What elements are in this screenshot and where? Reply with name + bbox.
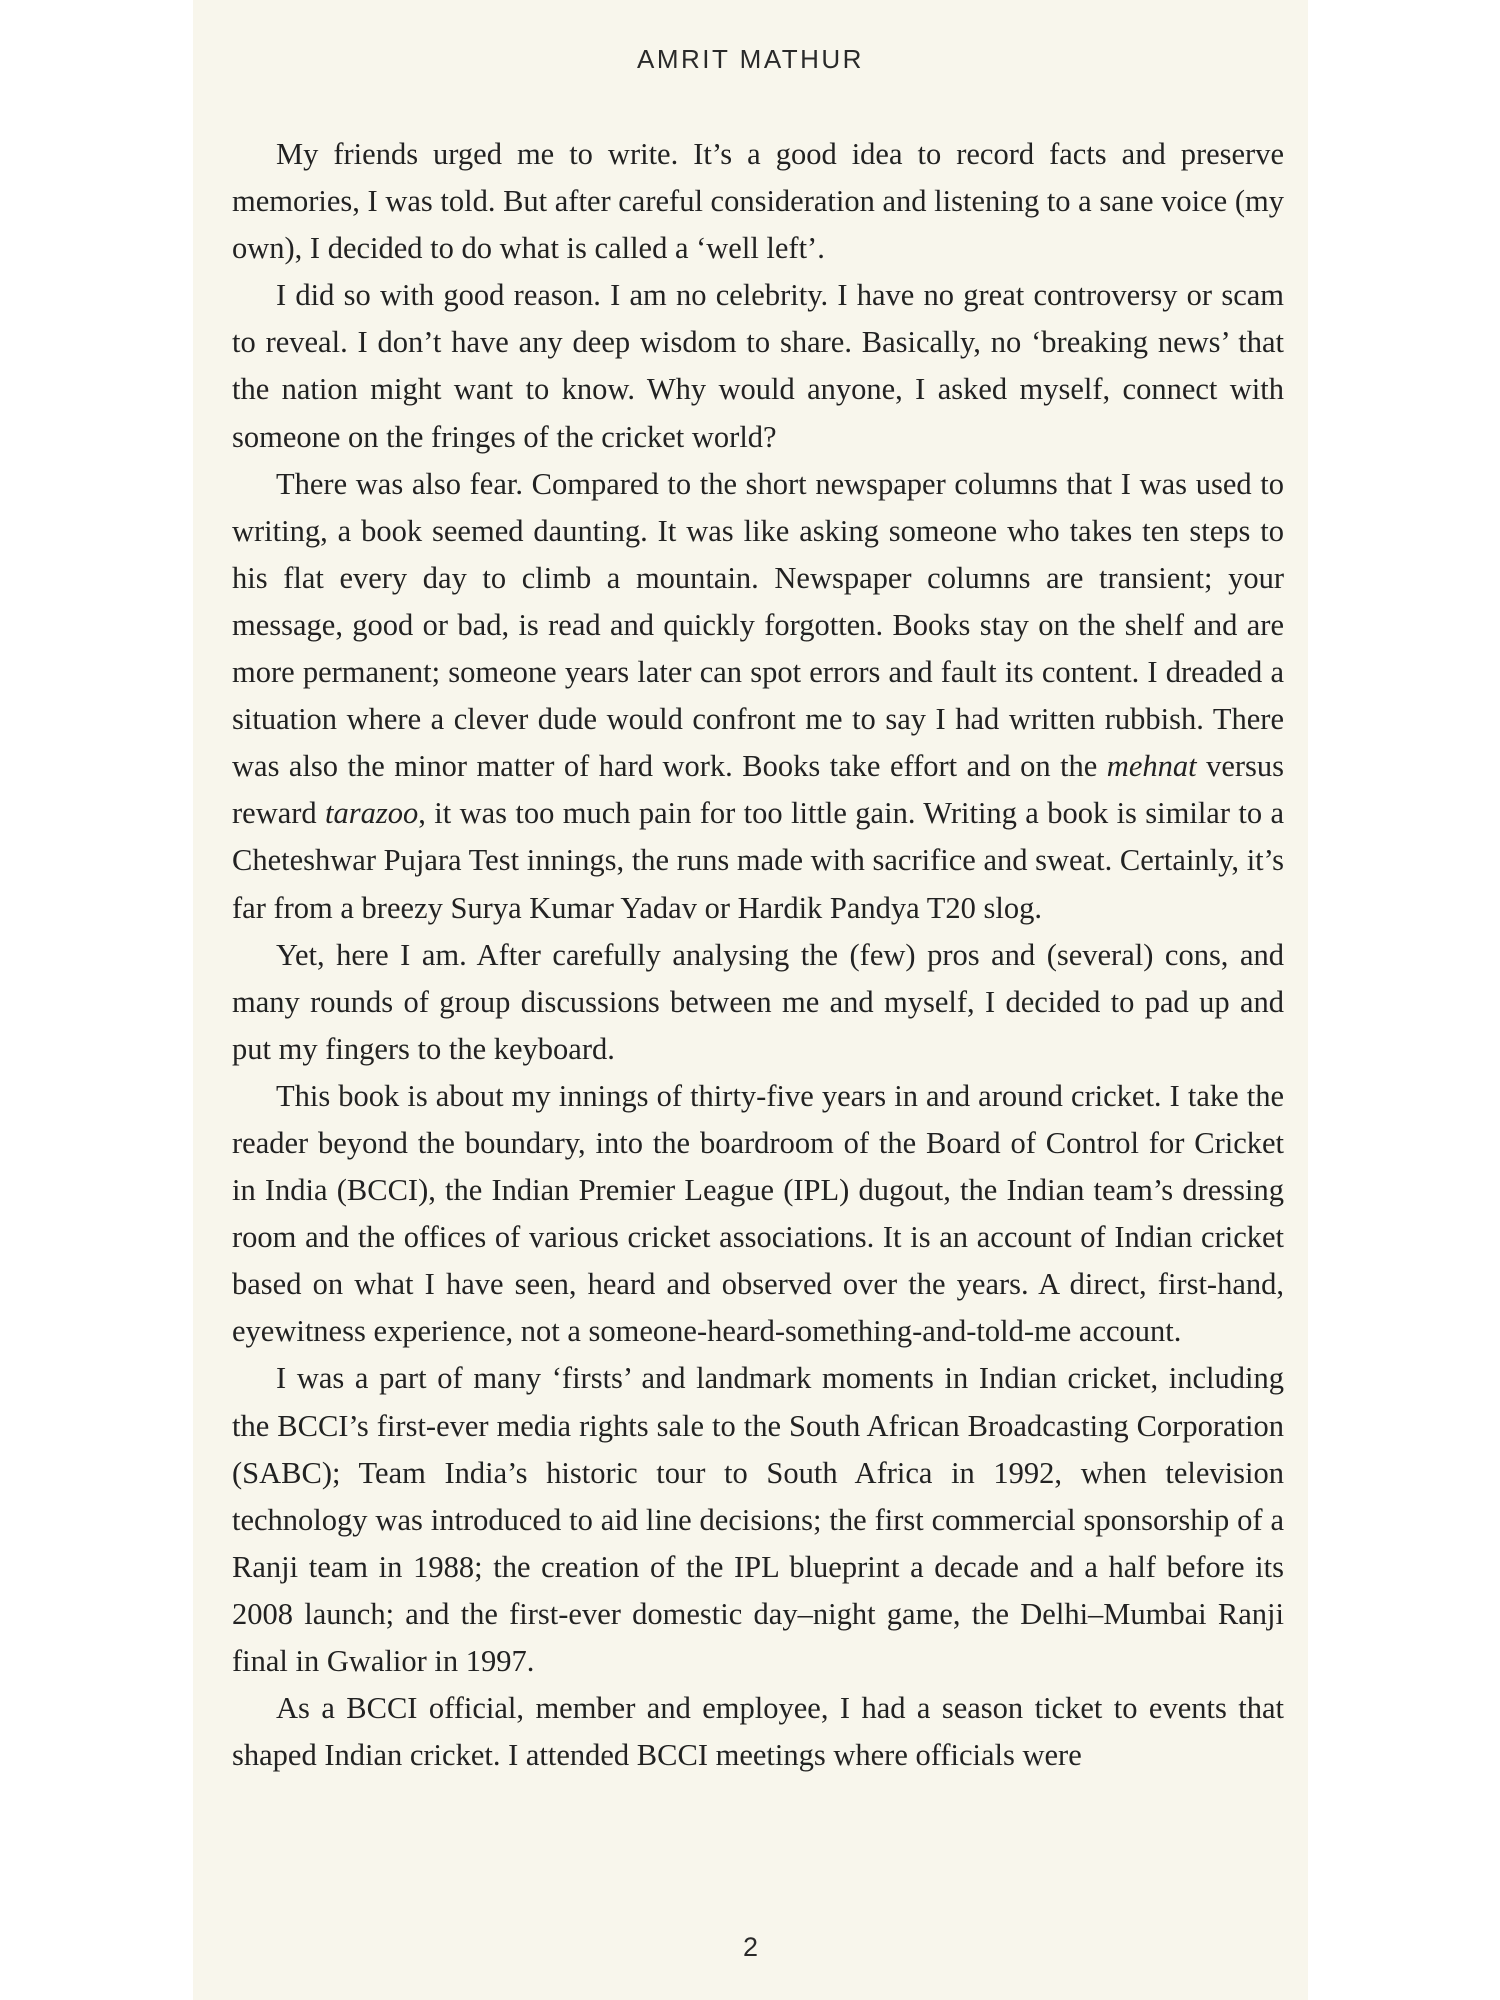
paragraph-6: I was a part of many ‘firsts’ and landmark moments in Indian cricket, including the BCCI’s first-ever media rights sale to the South African Broadcasting Corporation (SABC); Team India’s historic tour to South Africa in 1992, when television technology was introduced to aid line decisions; the first commercial sponsorship of a Ranji team in 1988; the creation of the IPL blueprint a decade and a half before its 2008 launch; and the first-ever domestic day–night game, the Delhi–Mumbai Ranji final in Gwalior in 1997. <box>232 1361 1284 1678</box>
paragraph-5: This book is about my innings of thirty-five years in and around cricket. I take the reader beyond the boundary, into the boardroom of the Board of Control for Cricket in India (BCCI), the Indian Premier League (IPL) dugout, the Indian team’s dressing room and the offices of various cricket associations. It is an account of Indian cricket based on what I have seen, heard and observed over the years. A direct, first-hand, eyewitness experience, not a someone-heard-something-and-told-me account. <box>232 1078 1284 1349</box>
page-number: 2 <box>742 1932 759 1962</box>
paragraph-3-part-b: versus reward <box>232 749 1284 831</box>
running-head: AMRIT MATHUR <box>637 44 864 74</box>
italic-word-mehnat: mehnat <box>1106 749 1197 784</box>
book-page <box>193 0 1308 2000</box>
italic-word-tarazoo: tarazoo <box>325 796 419 831</box>
paragraph-2: I did so with good reason. I am no celebrity. I have no great controversy or scam to reveal. I don’t have any deep wisdom to share. Basically, no ‘breaking news’ that the nation might want to know. Why would anyone, I asked myself, connect with someone on the fringes of the cricket world? <box>232 278 1284 454</box>
paragraph-1: My friends urged me to write. It’s a good idea to record facts and preserve memories, I was told. But after careful consideration and listening to a sane voice (my own), I decided to do what is called a ‘well left’. <box>232 137 1284 266</box>
body-text <box>232 131 1284 1779</box>
paragraph-3-part-a: There was also fear. Compared to the short newspaper columns that I was used to writing, a book seemed daunting. It was like asking someone who takes ten steps to his flat every day to climb a mountain. Newspaper columns are transient; your message, good or bad, is read and quickly forgotten. Books stay on the shelf and are more permanent; someone years later can spot errors and fault its content. I dreaded a situation where a clever dude would confront me to say I had written rubbish. There was also the minor matter of hard work. Books take effort and on the <box>232 466 1284 784</box>
paragraph-4: Yet, here I am. After carefully analysing the (few) pros and (several) cons, and many rounds of group discussions between me and myself, I decided to pad up and put my fingers to the keyboard. <box>232 937 1284 1066</box>
paragraph-7: As a BCCI official, member and employee, I had a season ticket to events that shaped Indian cricket. I attended BCCI meetings where officials were <box>232 1691 1284 1773</box>
paragraph-3 <box>232 461 1284 932</box>
paragraph-3-part-c: , it was too much pain for too little gain. Writing a book is similar to a Cheteshwar Pujara Test innings, the runs made with sacrifice and sweat. Certainly, it’s far from a breezy Surya Kumar Yadav or Hardik Pandya T20 slog. <box>232 796 1284 925</box>
